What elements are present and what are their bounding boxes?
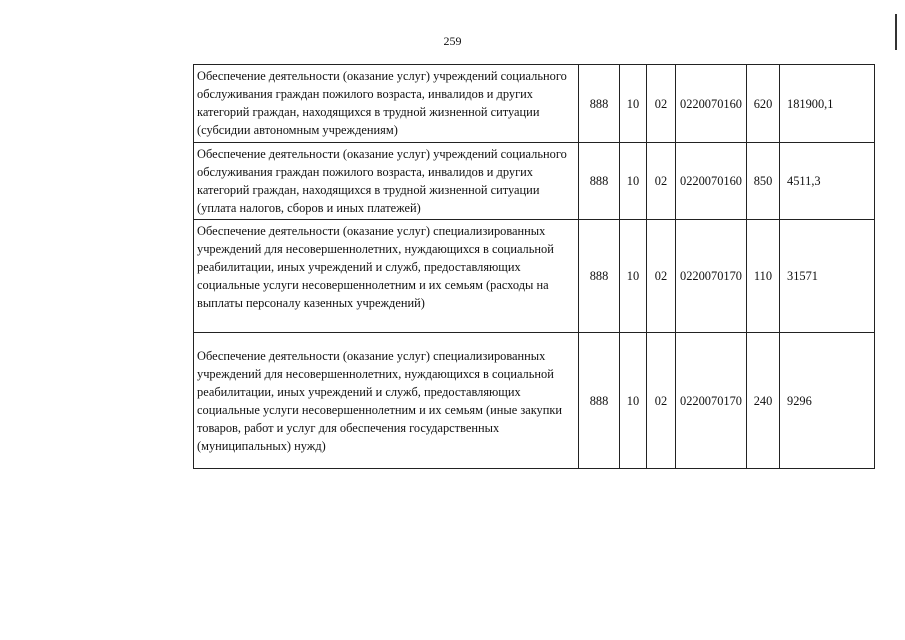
table-row (194, 65, 875, 143)
section-code: 10 (620, 220, 647, 333)
row-description (194, 333, 579, 469)
table-row (194, 333, 875, 469)
table-row (194, 143, 875, 220)
description-line: реабилитации, иных учреждений и служб, предоставляющих (197, 260, 521, 274)
amount-value: 181900,1 (780, 65, 875, 143)
subsection-code: 02 (647, 65, 676, 143)
description-line: Обеспечение деятельности (оказание услуг) специализированных (197, 348, 546, 363)
subsection-code: 02 (647, 220, 676, 333)
expense-type-code: 850 (747, 143, 780, 220)
description-line: учреждений для несовершеннолетних, нуждающихся в социальной (197, 366, 554, 381)
description-line: Обеспечение деятельности (оказание услуг) специализированных (197, 224, 546, 238)
margin-mark (895, 14, 897, 50)
row-description (194, 220, 579, 333)
description-line: Обеспечение деятельности (оказание услуг) учреждений социального (197, 69, 567, 83)
amount-value: 31571 (780, 220, 875, 333)
description-line: обслуживания граждан пожилого возраста, инвалидов и других (197, 87, 533, 101)
subsection-code: 02 (647, 333, 676, 469)
page-number: 259 (443, 34, 462, 48)
description-line: социальные услуги несовершеннолетним и их семьям (иные закупки (197, 402, 563, 417)
description-line: (субсидии автономным учреждениям) (197, 123, 398, 137)
description-line: социальные услуги несовершеннолетним и их семьям (расходы на (197, 278, 549, 292)
budget-table (193, 64, 875, 469)
description-line: выплаты персоналу казенных учреждений) (197, 296, 425, 310)
expense-type-code: 240 (747, 333, 780, 469)
description-line: (уплата налогов, сборов и иных платежей) (197, 201, 421, 215)
section-code: 10 (620, 333, 647, 469)
row-description (194, 65, 579, 143)
ministry-code: 888 (579, 143, 620, 220)
expense-type-code: 110 (747, 220, 780, 333)
target-article-code: 0220070170 (676, 220, 747, 333)
target-article-code: 0220070170 (676, 333, 747, 469)
description-line: реабилитации, иных учреждений и служб, предоставляющих (197, 384, 521, 399)
target-article-code: 0220070160 (676, 143, 747, 220)
section-code: 10 (620, 65, 647, 143)
target-article-code: 0220070160 (676, 65, 747, 143)
description-line: товаров, работ и услуг для обеспечения государственных (197, 420, 500, 435)
ministry-code: 888 (579, 220, 620, 333)
description-line: обслуживания граждан пожилого возраста, инвалидов и других (197, 165, 533, 179)
amount-value: 9296 (780, 333, 875, 469)
subsection-code: 02 (647, 143, 676, 220)
description-line: (муниципальных) нужд) (197, 438, 326, 453)
description-line: категорий граждан, находящихся в трудной жизненной ситуации (197, 183, 540, 197)
amount-value: 4511,3 (780, 143, 875, 220)
description-line: учреждений для несовершеннолетних, нуждающихся в социальной (197, 242, 554, 256)
section-code: 10 (620, 143, 647, 220)
ministry-code: 888 (579, 333, 620, 469)
description-line: категорий граждан, находящихся в трудной жизненной ситуации (197, 105, 540, 119)
ministry-code: 888 (579, 65, 620, 143)
row-description (194, 143, 579, 220)
table-row (194, 220, 875, 333)
description-line: Обеспечение деятельности (оказание услуг) учреждений социального (197, 147, 567, 161)
expense-type-code: 620 (747, 65, 780, 143)
